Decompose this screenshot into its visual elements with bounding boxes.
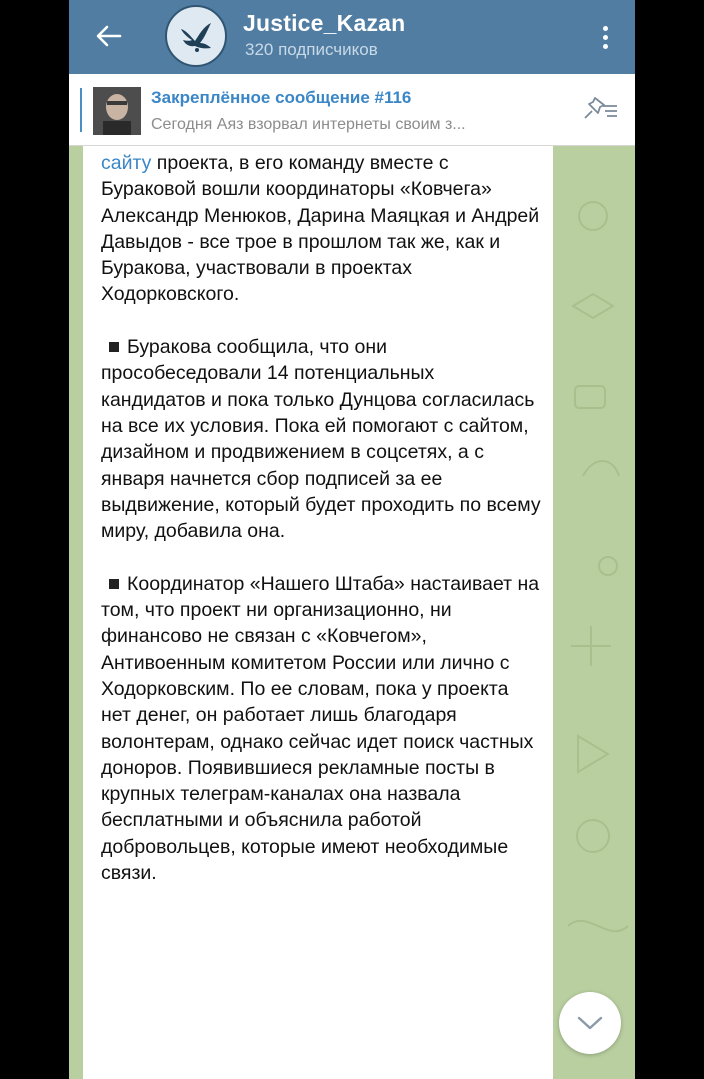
more-vertical-icon (603, 26, 608, 31)
arrow-left-icon (96, 25, 122, 47)
message-paragraph-2 (101, 334, 541, 544)
message-paragraph-3 (101, 571, 541, 887)
back-button[interactable] (91, 18, 127, 54)
pinned-thumbnail (93, 87, 141, 135)
dove-logo-icon (173, 13, 219, 59)
pinned-message-bar[interactable] (69, 74, 635, 146)
channel-header (69, 0, 635, 74)
paragraph-2-text: Буракова сообщила, что они прособеседовали 14 потенциальных кандидатов и пока только Дунцова согласилась на все их условия. Пока ей помогают с сайтом, дизайном и продвижением в соцсетях, а с января начнется сбор подписей за ее выдвижение, который будет проходить по всему миру, добавила она. (101, 336, 541, 543)
pinned-preview: Сегодня Аяз взорвал интернеты своим з... (151, 116, 466, 133)
wallpaper-pattern (553, 146, 635, 1079)
paragraph-1-text: проекта, в его команду вместе с Бураковой вошли координаторы «Ковчега» Александр Менюков, Дарина Маяцкая и Андрей Давыдов - все трое в прошлом так же, как и Буракова, участвовали в проектах Ходорковского. (101, 152, 540, 306)
telegram-channel-screen (69, 0, 635, 1079)
message-paragraph-1 (101, 150, 541, 308)
paragraph-3-text: Координатор «Нашего Штаба» настаивает на том, что проект ни организационно, ни финансово не связан с «Ковчегом», Антивоенным комитетом России или лично с Ходорковским. По ее словам, пока у проекта нет денег, он работает лишь благодаря волонтерам, однако сейчас идет поиск частных доноров. Появившиеся рекламные посты в крупных телеграм-каналах она назвала бесплатными и объяснила работой добровольцев, которые имеют необходимые связи. (101, 572, 540, 885)
scroll-down-button[interactable] (559, 992, 621, 1054)
pin-list-icon (581, 96, 619, 124)
message-bubble (83, 146, 553, 1079)
subscriber-count: 320 подписчиков (245, 40, 378, 59)
site-link[interactable]: сайту (101, 152, 152, 174)
pinned-title: Закреплённое сообщение #116 (151, 88, 412, 107)
more-menu-button[interactable] (593, 20, 617, 54)
bullet-square-icon (109, 342, 119, 352)
bullet-square-icon (109, 579, 119, 589)
channel-title[interactable]: Justice_Kazan (243, 10, 406, 36)
message-text (101, 150, 541, 913)
pinned-indicator (80, 88, 82, 132)
chevron-down-icon (577, 1015, 603, 1031)
pinned-list-button[interactable] (581, 96, 619, 124)
channel-avatar[interactable] (165, 5, 227, 67)
